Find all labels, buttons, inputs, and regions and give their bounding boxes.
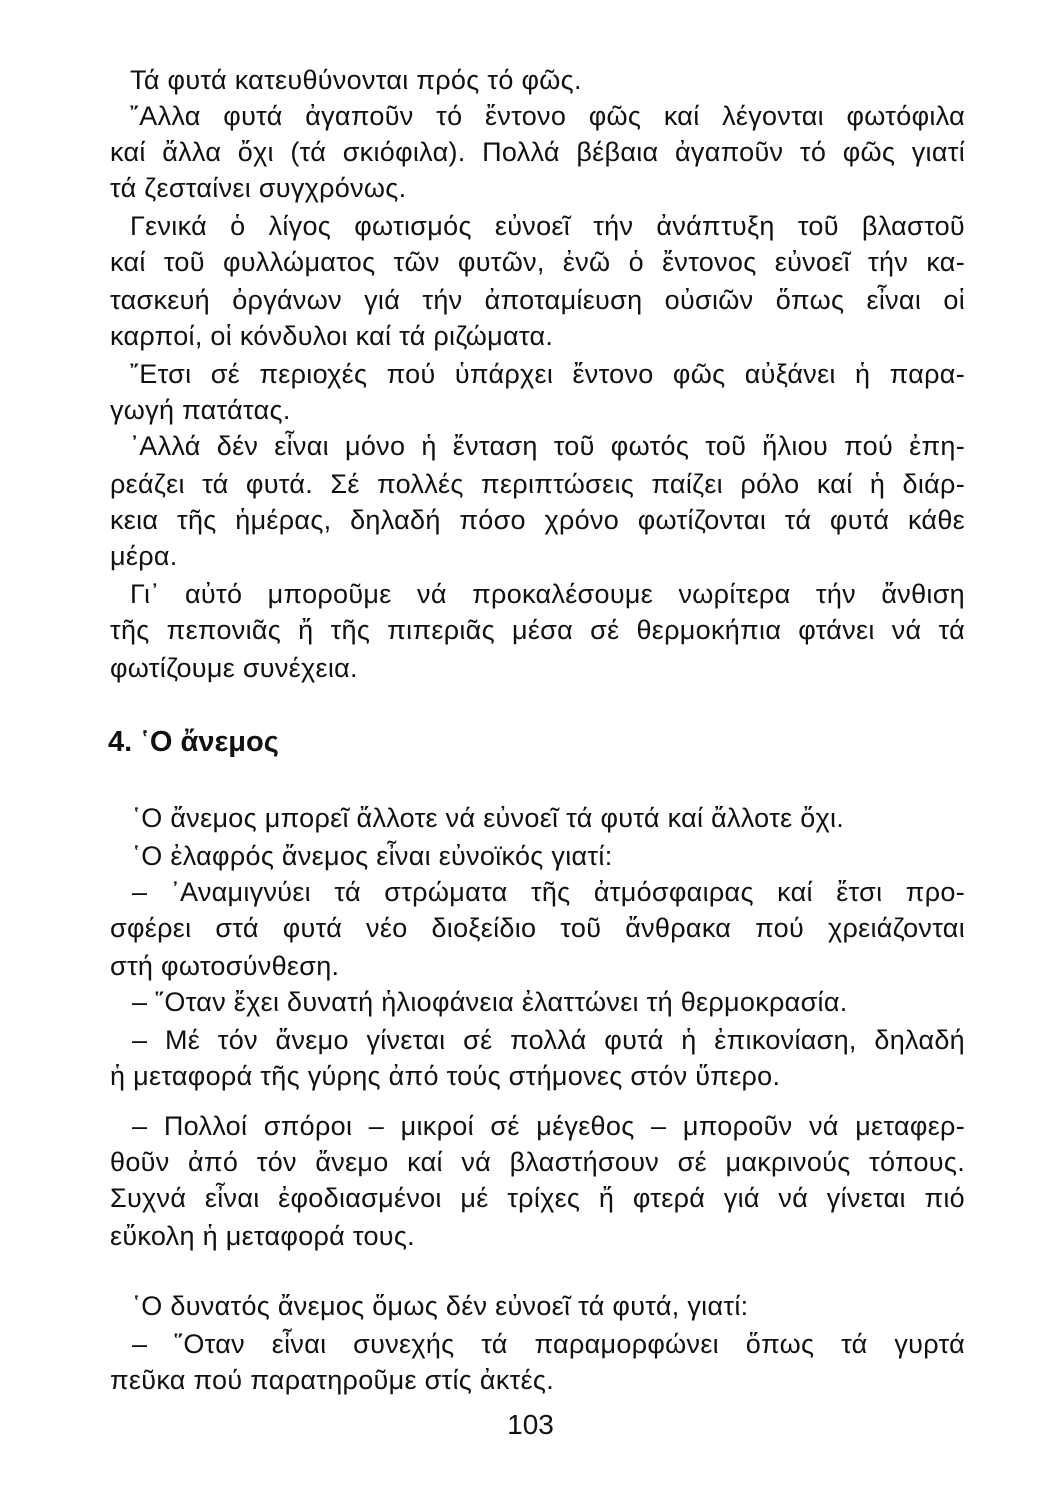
list-item: – ῞Οταν ἔχει δυνατή ἡλιοφάνεια ἐλαττώνει τή θερμοκρασία.	[132, 987, 848, 1017]
text-line: ἡ μεταφορά τῆς γύρης ἀπό τούς στήμονες στόν ὕπερο.	[110, 1061, 781, 1091]
page-number: 103	[507, 1409, 554, 1440]
text-line: κεια τῆς ἡμέρας, δηλαδή πόσο χρόνο φωτίζονται τά φυτά κάθε	[110, 505, 965, 535]
list-item: – ᾿Αναμιγνύει τά στρώματα τῆς ἀτμόσφαιρας καί ἔτσι προ-	[132, 877, 965, 907]
text-line: ρεάζει τά φυτά. Σέ πολλές περιπτώσεις παίζει ρόλο καί ἡ διάρ-	[110, 469, 965, 499]
text-line: ᾿Αλλά δέν εἶναι μόνο ἡ ἔνταση τοῦ φωτός τοῦ ἥλιου πού ἐπη-	[130, 431, 965, 461]
text-line: ῎Ετσι σέ περιοχές πού ὑπάρχει ἔντονο φῶς αὐξάνει ἡ παρα-	[130, 359, 965, 389]
list-item: – ῞Οταν εἶναι συνεχής τά παραμορφώνει ὅπως τά γυρτά	[132, 1329, 965, 1359]
text-line: γωγή πατάτας.	[110, 395, 291, 425]
text-line: ῾Ο ἄνεμος μπορεῖ ἄλλοτε νά εὐνοεῖ τά φυτά καί ἄλλοτε ὄχι.	[132, 803, 845, 833]
text-line: Γι᾿ αὐτό μποροῦμε νά προκαλέσουμε νωρίτερα τήν ἄνθιση	[130, 579, 965, 609]
text-line: Συχνά εἶναι ἐφοδιασμένοι μέ τρίχες ἤ φτερά γιά νά γίνεται πιό	[110, 1183, 965, 1213]
text-line: ῎Αλλα φυτά ἀγαποῦν τό ἔντονο φῶς καί λέγονται φωτόφιλα	[130, 101, 965, 131]
text-line: Γενικά ὁ λίγος φωτισμός εὐνοεῖ τήν ἀνάπτυξη τοῦ βλαστοῦ	[130, 211, 965, 241]
text-line: πεῦκα πού παρατηροῦμε στίς ἀκτές.	[110, 1365, 555, 1395]
list-item: – Μέ τόν ἄνεμο γίνεται σέ πολλά φυτά ἡ ἐπικονίαση, δηλαδή	[132, 1025, 965, 1055]
text-line: ῾Ο δυνατός ἄνεμος ὅμως δέν εὐνοεῖ τά φυτά, γιατί:	[132, 1291, 749, 1321]
text-line: στή φωτοσύνθεση.	[110, 951, 340, 981]
text-line: καί τοῦ φυλλώματος τῶν φυτῶν, ἐνῶ ὁ ἔντονος εὐνοεῖ τήν κα-	[110, 247, 965, 277]
text-line: καρποί, οἱ κόνδυλοι καί τά ριζώματα.	[110, 321, 554, 351]
text-line: εὔκολη ἡ μεταφορά τους.	[110, 1221, 415, 1251]
text-line: Τά φυτά κατευθύνονται πρός τό φῶς.	[130, 65, 582, 95]
text-line: τά ζεσταίνει συγχρόνως.	[110, 173, 407, 203]
text-line: τασκευή ὀργάνων γιά τήν ἀποταμίευση οὐσιῶν ὅπως εἶναι οἱ	[110, 285, 965, 315]
text-line: θοῦν ἀπό τόν ἄνεμο καί νά βλαστήσουν σέ μακρινούς τόπους.	[110, 1147, 965, 1177]
text-line: σφέρει στά φυτά νέο διοξείδιο τοῦ ἄνθρακα πού χρειάζονται	[110, 913, 965, 943]
text-line: τῆς πεπονιᾶς ἤ τῆς πιπεριᾶς μέσα σέ θερμοκήπια φτάνει νά τά	[110, 615, 965, 645]
text-line: φωτίζουμε συνέχεια.	[110, 653, 358, 683]
text-line: ῾Ο ἐλαφρός ἄνεμος εἶναι εὐνοϊκός γιατί:	[132, 841, 613, 871]
section-heading: 4. ῾Ο ἄνεμος	[108, 726, 279, 758]
text-line: καί ἄλλα ὄχι (τά σκιόφιλα). Πολλά βέβαια ἀγαποῦν τό φῶς γιατί	[110, 137, 965, 167]
text-line: μέρα.	[110, 541, 178, 571]
list-item: – Πολλοί σπόροι – μικροί σέ μέγεθος – μποροῦν νά μεταφερ-	[132, 1111, 965, 1141]
